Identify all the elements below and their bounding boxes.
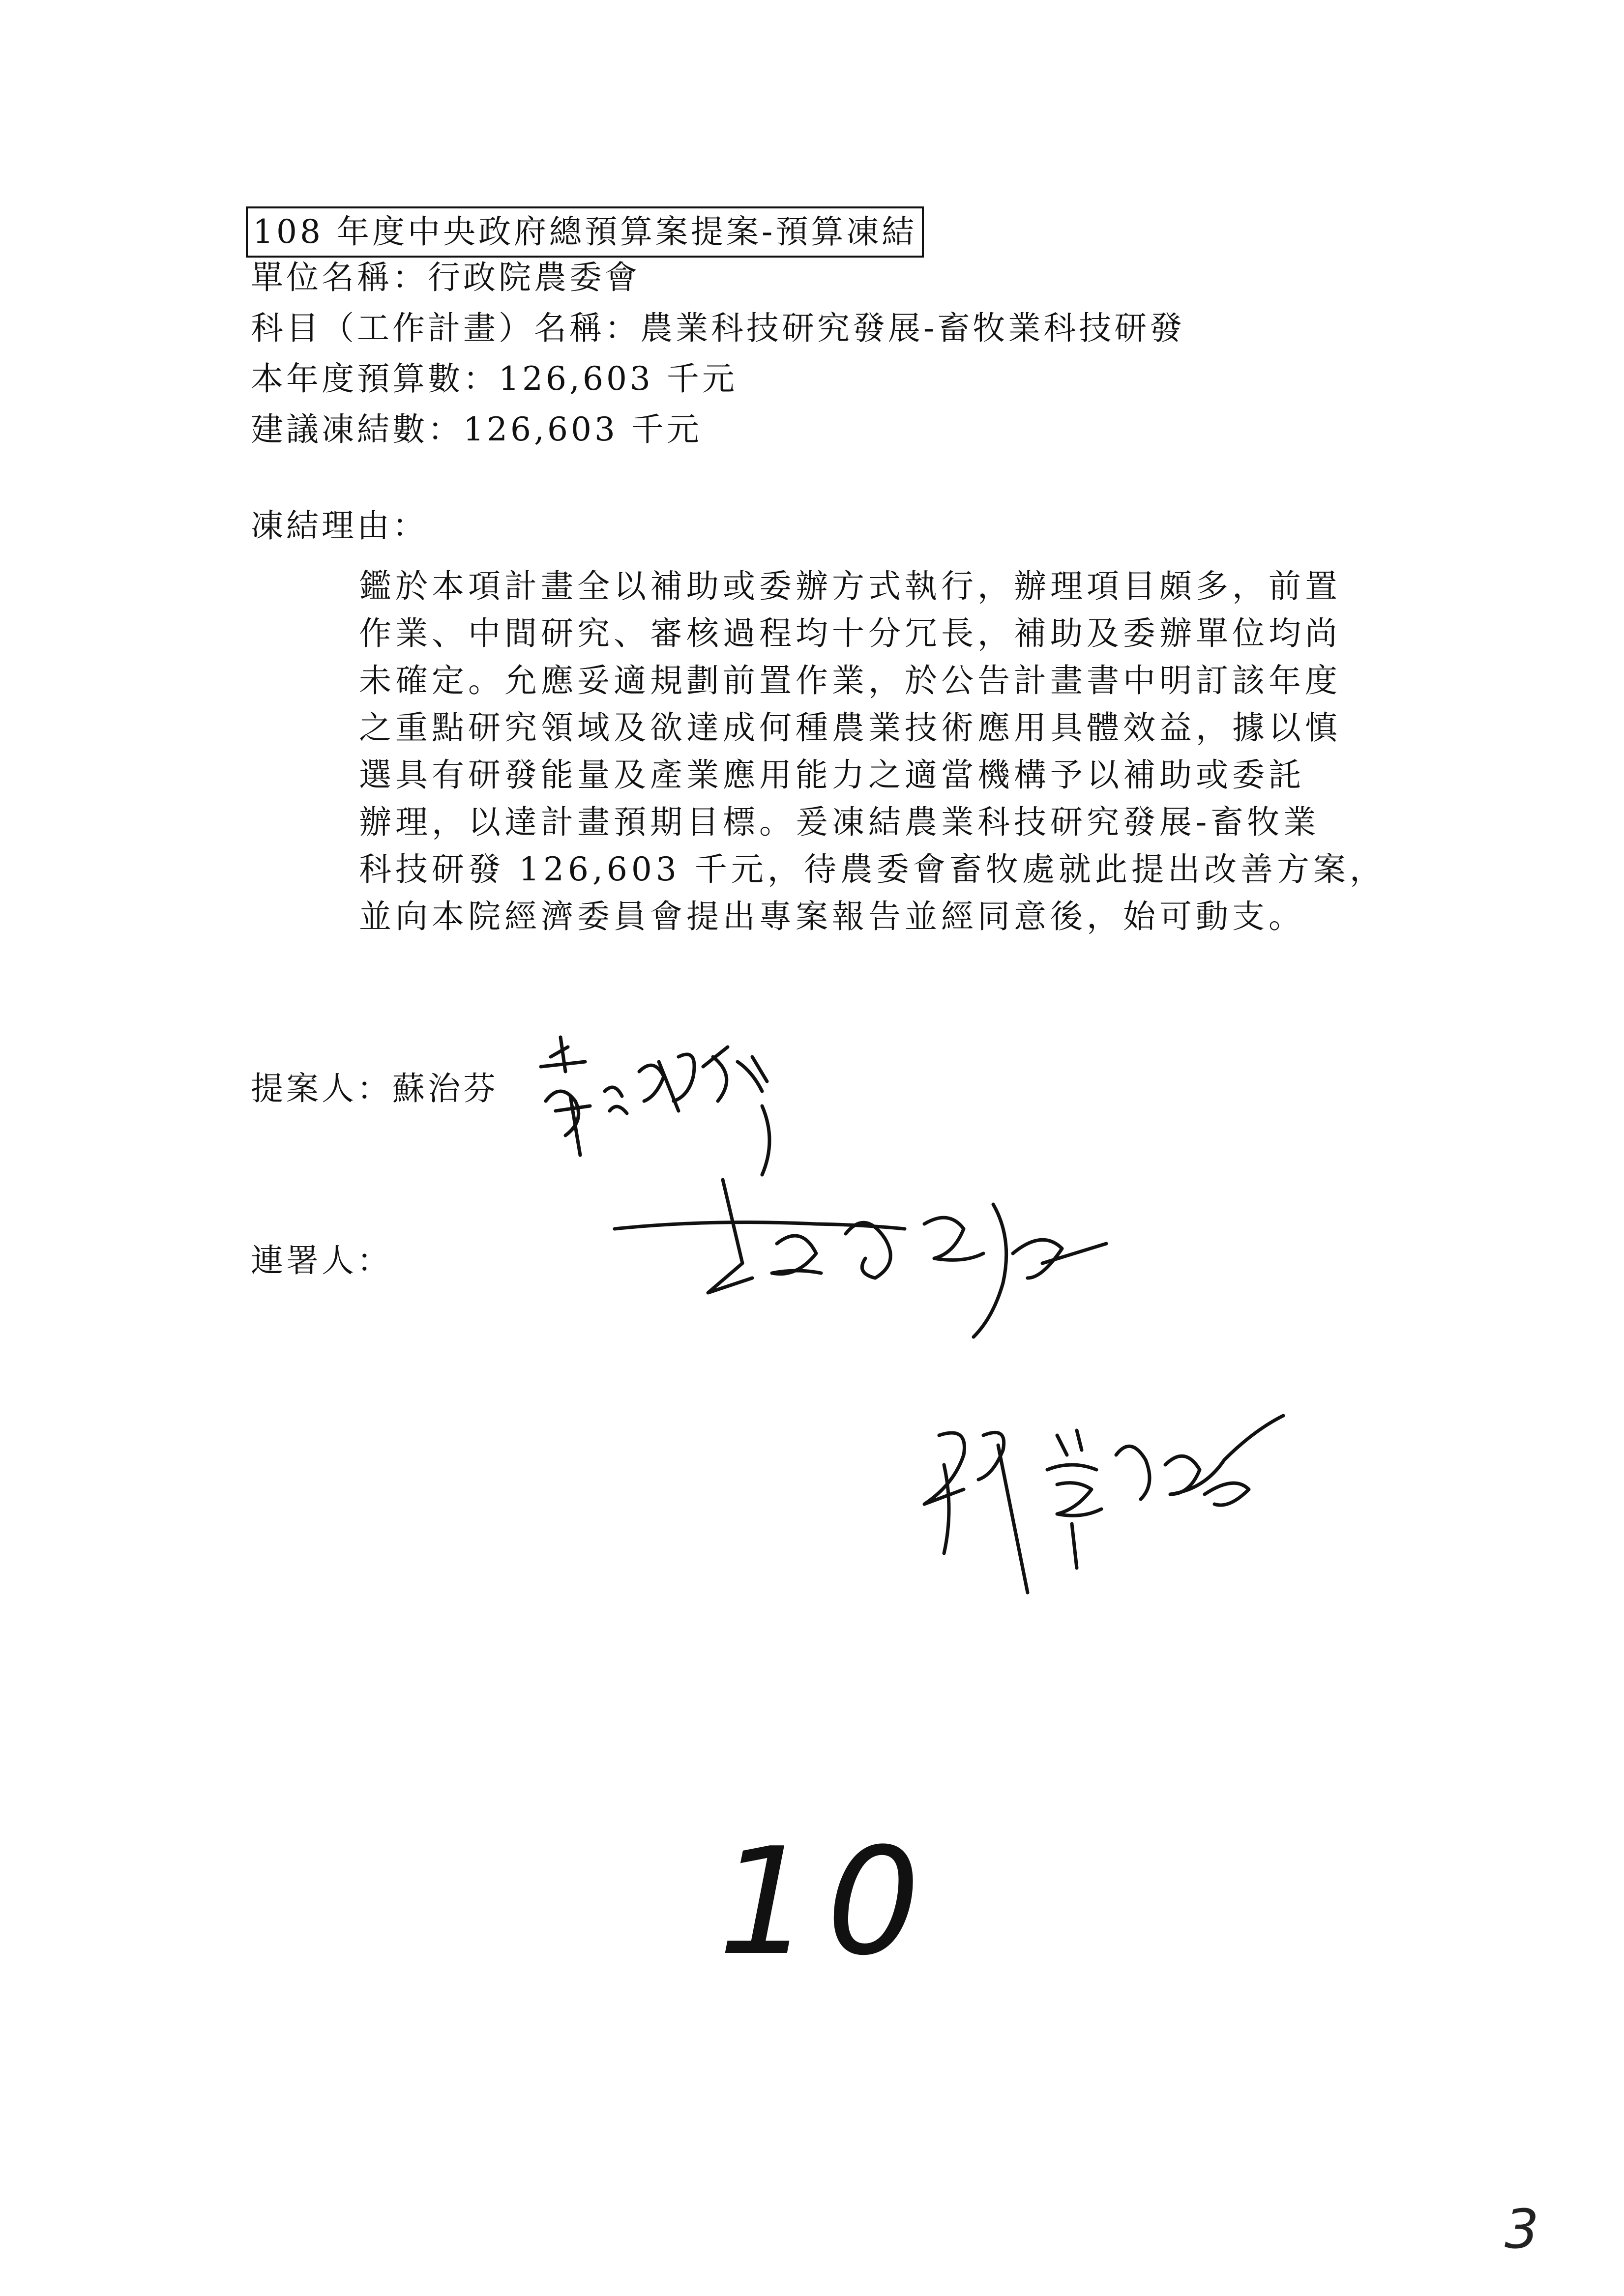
- reason-line: 科技研發 126,603 千元，待農委會畜牧處就此提出改善方案，: [359, 850, 1386, 888]
- proposer: 提案人：蘇治芬: [251, 1070, 499, 1107]
- reason-line: 未確定。允應妥適規劃前置作業，於公告計畫書中明訂該年度: [359, 662, 1341, 699]
- cosigner-signature: [610, 1150, 1210, 1357]
- reason-line: 鑑於本項計畫全以補助或委辦方式執行，辦理項目頗多，前置: [359, 567, 1341, 605]
- cosigner-signature: [910, 1406, 1352, 1612]
- budget-amount: 本年度預算數：126,603 千元: [251, 360, 738, 398]
- document-title: 108 年度中央政府總預算案提案-預算凍結: [246, 206, 924, 258]
- reason-line: 辦理，以達計畫預期目標。爰凍結農業科技研究發展-畜牧業: [359, 803, 1320, 841]
- cosigners-label: 連署人：: [251, 1242, 392, 1279]
- page-number: 3: [1505, 2198, 1539, 2261]
- reason-line: 作業、中間研究、審核過程均十分冗長，補助及委辦單位均尚: [359, 614, 1341, 652]
- handwritten-number: 10: [718, 1816, 935, 1988]
- reason-line: 之重點研究領域及欲達成何種農業技術應用具體效益，據以慎: [359, 709, 1341, 747]
- reason-heading: 凍結理由：: [251, 507, 428, 545]
- reason-line: 選具有研發能量及產業應用能力之適當機構予以補助或委託: [359, 756, 1305, 794]
- unit-name: 單位名稱：行政院農委會: [251, 259, 640, 296]
- reason-body: [359, 563, 1387, 940]
- freeze-amount: 建議凍結數：126,603 千元: [251, 410, 702, 448]
- subject-name: 科目（工作計畫）名稱：農業科技研究發展-畜牧業科技研發: [251, 309, 1185, 347]
- reason-line: 並向本院經濟委員會提出專案報告並經同意後，始可動支。: [359, 898, 1305, 935]
